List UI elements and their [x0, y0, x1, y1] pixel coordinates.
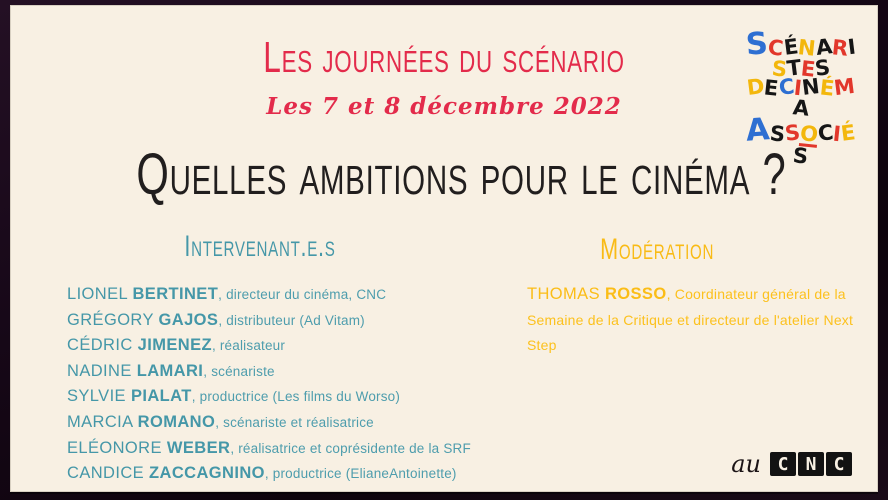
cnc-footer: [731, 450, 852, 478]
participant-name: CÉDRIC JIMENEZ: [67, 336, 212, 355]
participant-name: SYLVIE PIALAT: [67, 387, 192, 406]
participant-role: , réalisateur: [211, 338, 286, 354]
logo-letter: S: [792, 143, 810, 169]
poster-card: [10, 5, 878, 492]
logo-letter: A: [745, 112, 772, 149]
logo-letter: S: [770, 56, 788, 82]
logo-letter: E: [799, 56, 817, 82]
participant-role: , scénariste et réalisatrice: [215, 414, 374, 430]
participant-row: [67, 436, 537, 462]
logo-letter: C: [816, 120, 835, 146]
logo-letter: S: [813, 55, 832, 81]
participant-name: ELÉONORE WEBER: [67, 438, 231, 457]
logo-line: [745, 74, 857, 121]
participant-lastname: ROMANO: [137, 412, 216, 431]
au-label: au: [731, 450, 761, 478]
participant-name: THOMAS ROSSO: [527, 285, 667, 303]
logo-letter: O: [799, 121, 820, 147]
participant-name: NADINE LAMARI: [67, 361, 204, 380]
participant-lastname: JIMENEZ: [137, 336, 212, 355]
participant-name: LIONEL BERTINET: [67, 285, 219, 303]
participant-name: CANDICE ZACCAGNINO: [67, 464, 265, 483]
logo-letter: E: [763, 75, 781, 102]
page-title: [10, 143, 878, 207]
participant-name: MARCIA ROMANO: [67, 412, 216, 431]
logo-letter: É: [839, 120, 857, 146]
logo-letter: C: [766, 35, 785, 61]
logo-letter: N: [800, 74, 821, 101]
logo-letter: S: [783, 120, 802, 146]
intervenants-list: [67, 282, 537, 487]
intervenants-heading: [40, 230, 480, 264]
logo-line: [744, 26, 858, 82]
cnc-letter-block: N: [798, 452, 824, 476]
cnc-logo: [770, 452, 852, 476]
logo-letter: A: [791, 94, 811, 121]
logo-letter: C: [777, 74, 796, 101]
logo-letter: R: [830, 35, 850, 61]
participant-role: , productrice (ElianeAntoinette): [264, 466, 457, 482]
logo-letter: D: [745, 74, 766, 101]
participant-row: [67, 461, 537, 487]
logo-letter: É: [782, 34, 800, 60]
cnc-letter-block: C: [826, 452, 852, 476]
event-dates: Les 7 et 8 décembre 2022: [266, 93, 622, 120]
logo-letter: S: [744, 26, 770, 63]
intervenants-heading-text: Intervenant.e.s: [184, 230, 336, 263]
participant-lastname: WEBER: [166, 438, 231, 457]
participant-role: , scénariste: [203, 363, 275, 379]
participant-row: [527, 282, 879, 359]
participant-row: [67, 384, 537, 410]
participant-lastname: ROSSO: [604, 285, 667, 303]
page-title-text: Quelles ambitions pour le cinéma ?: [136, 142, 787, 207]
logo-letter: N: [796, 35, 817, 61]
participant-lastname: BERTINET: [132, 285, 219, 303]
logo-letter: I: [832, 121, 843, 147]
logo-letter: S: [768, 121, 787, 147]
participant-row: [67, 282, 537, 308]
participant-row: [67, 410, 537, 436]
logo-letter: I: [792, 75, 804, 101]
participant-row: [67, 308, 537, 334]
logo-letter: M: [832, 74, 857, 101]
logo-letter: I: [846, 34, 858, 60]
participant-role: , productrice (Les films du Worso): [191, 389, 401, 405]
participant-role: , réalisatrice et coprésidente de la SRF: [230, 440, 471, 456]
participant-row: [67, 359, 537, 385]
moderation-block: [527, 282, 879, 359]
logo-letter: T: [785, 55, 803, 81]
participant-lastname: PIALAT: [130, 387, 192, 406]
logo-letter: A: [814, 34, 834, 60]
participant-row: [67, 333, 537, 359]
participant-role: , directeur du cinéma, CNC: [218, 287, 387, 302]
logo-letter: É: [818, 75, 836, 102]
participant-role: , Coordinateur général de la Semaine de la Critique et directeur de l'atelier Next Step: [527, 286, 854, 354]
event-title-text: Les journées du scénario: [263, 33, 625, 82]
participant-lastname: LAMARI: [136, 361, 204, 380]
moderation-heading-text: Modération: [600, 233, 714, 266]
participant-role: , distributeur (Ad Vitam): [218, 312, 365, 328]
participant-lastname: ZACCAGNINO: [149, 464, 265, 483]
participant-lastname: GAJOS: [158, 310, 219, 329]
participant-name: GRÉGORY GAJOS: [67, 310, 219, 329]
moderation-heading: [527, 233, 787, 267]
cnc-letter-block: C: [770, 452, 796, 476]
